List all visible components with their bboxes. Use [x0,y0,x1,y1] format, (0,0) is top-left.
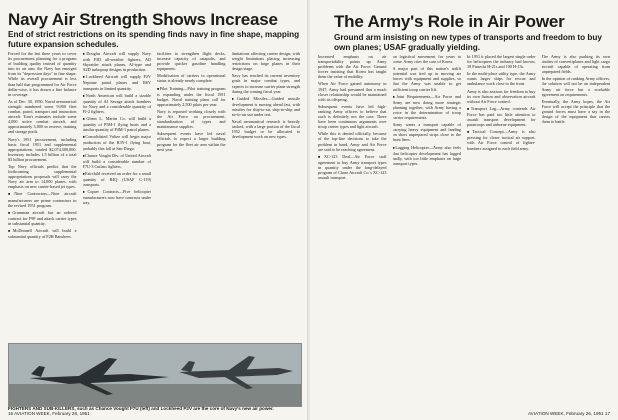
paragraph: Naval aeronautical research is heavily backed, with a large portion of the fiscal 1952 budget to be allocated to development work on new types. [231,119,300,140]
paragraph: ■ Chance Vought Div. of United Aircraft will build a considerable number of F7U-3 Cutlass fighters. [83,153,152,169]
paragraph: In 1951 it placed the largest single order for helicopters the industry had known, 18 Piasecki H-21s and 100 H-13s. [467,54,536,70]
right-subhead: Ground arm insisting on new types of transports and freedom to buy own planes; USAF gradually yielding. [334,33,602,52]
left-page [0,0,308,420]
aircraft-illustration [9,344,301,406]
paragraph: ■ McDonnell Aircraft will build a substantial quantity of F2H Banshees. [8,228,77,239]
right-column-4 [542,54,611,406]
paragraph: ■ XC-123 Deal—Air Force staff agreement to buy Army transport types in quantity under the long-delayed program of Chase Aircraft Co.'s XC-123 assault transport. [318,154,387,180]
paragraph: In the opinion of ranking Army officers, the solution will not be an independent Army air force but a workable agreement on requirements. [541,76,610,97]
paragraph: Subsequent events have led naval officials to expect a larger building program for the fleet air arm within the next year. [157,131,226,152]
paragraph: ■ North American will build a sizable quantity of AJ Savage attack bombers for Navy and a considerable quantity of FJ-2 fighters. [83,93,152,114]
paragraph: ■ Guided Missiles—Guided missile development is moving ahead fast, with missiles for ship-to-air, ship-to-ship and air-to-air use under test. [232,96,301,117]
aircraft-photo [8,343,302,407]
paragraph: Army wants a transport capable of carrying heavy equipment and landing on short unprepared strips close to the front lines. [392,122,461,143]
paragraph: ■ Consolidated Vultee will begin major production of the R3Y-1 flying boat, probably this fall at San Diego. [83,134,152,150]
paragraph: ■ Nine Contractors—Nine aircraft manufacturers are prime contractors in the revised 1951 program. [8,191,77,207]
paragraph: ■ Pilot Training—Pilot training program is expanding under the fiscal 1951 budget. Naval training plans call for approximately 2,500 pilots per year. [157,86,226,107]
paragraph: Navy's 1951 procurement, including basic fiscal 1951 and supplemental appropriations, totaled $2,074,500,000. Inventory includes 1.5 billion of a total $3 billion procurement. [8,136,77,162]
paragraph: ■ Glenn L. Martin Co. will build a quantity of P5M-1 flying boats and a similar quantity of P4M-1 patrol planes. [83,116,152,132]
paragraph: ■ Transport Lag—Army contends Air Force has paid too little attention to assault transport development for paratroops and airborne equipment. [467,106,536,127]
paragraph: ■ Joint Requirements—Air Force and Army are now doing more strategic planning together, with Army having a voice in the determination of troop carrier requirements. [393,94,462,120]
paragraph: on logistical movement for years to come. Army cites the case of Korea. [392,54,461,65]
paragraph: ■ Douglas Aircraft will supply Navy with F3D all-weather fighters, AD Skyraider attack planes, AJ-type and A2D turboprop designs in production. [83,51,152,72]
right-page [310,0,618,420]
right-column-3 [467,54,536,406]
left-column-2 [83,51,152,341]
right-column-1 [318,54,387,406]
right-folio: AVIATION WEEK, February 26, 1951 17 [527,411,610,416]
paragraph: ■ Lagging Helicopter—Army also feels that helicopter development has lagged badly, with too little emphasis on large transport types. [393,145,462,166]
paragraph: Subsequent events have led high-ranking Army officers to believe that such is definitely not the case. There have been continuous arguments over troop carrier types and light aircraft. [318,103,387,130]
left-body-columns [8,51,300,341]
paragraph: Forced for the last three years to cover its procurement planning for a program of building quality instead of quantity into its air arm, the Navy has emerged from its "depression days" in fine shape. While its overall procurement is less than half that programmed for Air Force dollar-wise, it has drawn a fine balance in coverage. [8,51,77,97]
paragraph: Navy has reached its current inventory goals in major combat types, and expects to increase carrier plane strength during the coming fiscal year. [231,73,300,94]
paragraph: As of Dec. 30, 1950, Naval aeronautical strength numbered some 9,000 fleet combat, patrol, transport and instruction aircraft. Tom's estimates include some 4,000 active combat aircraft, and approximately 3,000 in reserve, training and storage pools. [8,98,77,135]
photo-caption: FIGHTERS AND SUB-KILLERS, such as Chance Vought F7U (left) and Lockheed P2V are the core of Navy's new air power. [8,406,274,411]
paragraph: The Army is also pushing its own studies of convertiplanes and light cargo aircraft capable of operating from unprepared fields. [541,54,610,75]
paragraph: When Air Force gained autonomy in 1947, Army had presumed that a much closer relationship would be maintained with its offspring. [318,81,387,102]
left-column-1 [8,51,77,341]
left-column-3 [157,51,226,341]
left-headline: Navy Air Strength Shows Increase [8,10,278,29]
paragraph: Eventually, the Army hopes, the Air Force will accept the principle that the ground forces must have a say in the design of the equipment that carries them to battle. [541,98,610,125]
paragraph: ■ Grumman aircraft has an ordered contract for F9F and attack carrier types in substantial quantity. [8,210,77,226]
left-subhead: End of strict restrictions on its spending finds navy in fine shape, mapping future expansion schedules. [8,30,300,49]
left-column-4 [232,51,301,341]
paragraph: Top Navy officials predict that the forthcoming supplemental appropriations proposals will carry the Navy air arm to 14,000 planes, with emphasis on new carrier-based jet types. [8,163,77,190]
paragraph: In the multi-place utility type, the Army wants larger ships for rescue and ambulance work close to the front. [467,71,536,87]
paragraph: A major part of this nation's airlift potential was tied up in moving air forces with equipment and supplies, so that the Army was unable to get sufficient troop carrier lift. [392,66,461,92]
paragraph: While this is denied officially, because of the top-line decisions to take the problem in hand, Army and Air Force are said to be reaching agreement. [318,131,387,152]
paragraph: ■ Copter Contracts—Five helicopter manufacturers now have contracts under way. [83,189,152,205]
paragraph: ■ Fairchild received an order for a small quantity of R4Q (USAF C-119) transports. [83,171,152,187]
paragraph: Navy is reported working closely with the Air Force on procurement, standardization of types and maintenance supplies. [157,108,226,130]
paragraph: limitations affecting carrier design, with weight limitations placing increasing restrictions on large planes in their design stage. [231,51,300,72]
right-headline: The Army's Role in Air Power [334,12,565,31]
paragraph: ■ Lockheed Aircraft will supply P2V Neptune patrol planes and R6V transports in limited quantity. [83,74,152,90]
paragraph: Army is also anxious for freedom to buy its own liaison and observation aircraft without Air Force control. [467,88,536,104]
paragraph: facilities to strengthen flight decks, increase capacity of catapults, and provide quicker gasoline handling equipment. [157,51,226,72]
right-body-columns [318,54,610,406]
paragraph: Increased emphasis on air transportability points up Army problems with the Air Force. Ground forces insisting that Korea has taught them the value of mobility. [318,54,387,80]
paragraph: ■ Tactical Concept—Army is also pressing for closer tactical air support, with Air Force control of fighter-bombers assigned to each field army. [467,129,536,150]
right-column-2 [393,54,462,406]
paragraph: Modification of carriers in operational status is already nearly complete. [157,73,226,84]
left-folio: 16 AVIATION WEEK, February 26, 1951 [8,411,90,416]
